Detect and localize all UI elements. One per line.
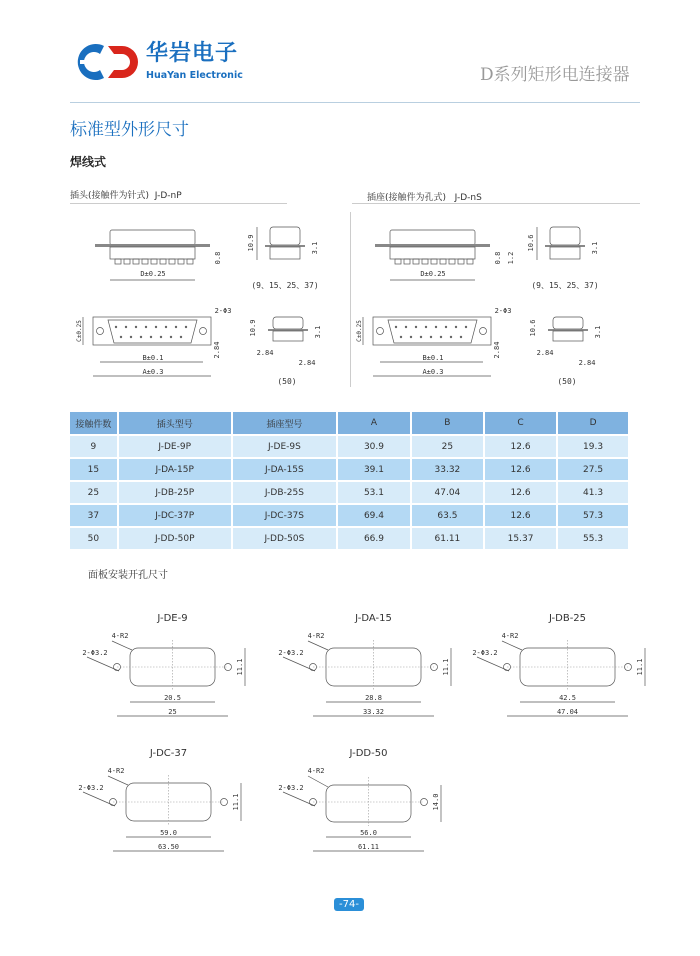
cutout-name: J-DB-25 [548, 613, 587, 624]
dim-b-label: B±0.1 [142, 354, 164, 362]
end-view-body-50 [273, 331, 303, 341]
height-label: 14.0 [432, 793, 440, 811]
dim-height-label: 10.6 [527, 234, 535, 252]
table-row [70, 481, 629, 504]
column-header: A [337, 412, 411, 435]
height-label: 11.1 [236, 658, 244, 676]
leader-line [83, 792, 115, 806]
column-header: C [484, 412, 557, 435]
hole-spacing-label: 33.32 [362, 708, 385, 716]
table-cell: 12.6 [484, 435, 557, 458]
section-title: 标准型外形尺寸 [70, 120, 189, 140]
contact [115, 326, 117, 328]
connector-shell-side [390, 230, 475, 245]
table-row [70, 504, 629, 527]
end-view-body [270, 247, 300, 259]
corner-radius-label: 4-R2 [307, 632, 325, 640]
contact [130, 336, 132, 338]
leader-line [87, 657, 119, 671]
solder-cup [124, 259, 130, 264]
contact [140, 336, 142, 338]
contact [165, 326, 167, 328]
contact [395, 326, 397, 328]
contact [170, 336, 172, 338]
panel-cutout-drawing [462, 605, 662, 723]
column-header: 接触件数 [70, 412, 118, 435]
cutout-name: J-DC-37 [149, 748, 188, 759]
solder-cup [440, 259, 446, 264]
logo-english-name: HuaYan Electronic [146, 70, 243, 81]
height-label: 11.1 [636, 658, 644, 676]
table-cell: 33.32 [411, 458, 484, 481]
socket-drawing [355, 210, 635, 390]
leader-line [283, 657, 315, 671]
plug-underline [70, 203, 287, 204]
dim-pitch-a-label: 2.84 [256, 349, 274, 357]
table-cell: 69.4 [337, 504, 411, 527]
table-cell: 30.9 [337, 435, 411, 458]
dim-height2-label: 3.1 [591, 241, 599, 255]
table-cell: 63.5 [411, 504, 484, 527]
logo-chinese-name: 华岩电子 [146, 41, 239, 66]
solder-cup [422, 259, 428, 264]
dim-pitch-label: 2.84 [493, 341, 501, 359]
solder-cup [160, 259, 166, 264]
table-cell: 50 [70, 527, 118, 550]
inner-width-label: 59.0 [160, 829, 177, 837]
end-view-body-50 [553, 331, 583, 341]
end-view-shell-50 [273, 317, 303, 329]
table-cell: 12.6 [484, 458, 557, 481]
height-label: 11.1 [232, 793, 240, 811]
front-view-shell [388, 320, 477, 343]
dim-hole-label: 2-Φ3 [494, 307, 512, 315]
socket-model: J-D-nS [454, 193, 482, 203]
solder-cup [187, 259, 193, 264]
inner-width-label: 56.0 [360, 829, 377, 837]
plug-type-label: 插头(接触件为针式) [70, 191, 150, 201]
plug-drawing [75, 210, 350, 390]
table-cell: J-DC-37P [118, 504, 232, 527]
dim-c-label: C±0.25 [76, 320, 83, 342]
table-cell: J-DD-50S [232, 527, 337, 550]
column-header: D [557, 412, 629, 435]
contact [125, 326, 127, 328]
inner-width-label: 42.5 [559, 694, 576, 702]
table-cell: 41.3 [557, 481, 629, 504]
panel-cutout-title: 面板安装开孔尺寸 [88, 570, 168, 581]
column-header: 插座型号 [232, 412, 337, 435]
flange [375, 244, 490, 247]
cutout-name: J-DD-50 [349, 748, 388, 759]
solder-cup [413, 259, 419, 264]
contact [135, 326, 137, 328]
table-row [70, 527, 629, 550]
table-cell: 39.1 [337, 458, 411, 481]
contact [435, 326, 437, 328]
dim-thickness-label: 0.8 [214, 251, 222, 265]
table-cell: 25 [411, 435, 484, 458]
mounting-hole [200, 328, 207, 335]
table-row [70, 458, 629, 481]
solder-cup [133, 259, 139, 264]
dimension-table [70, 412, 630, 551]
contact [440, 336, 442, 338]
page-number: -74- [334, 898, 364, 911]
solder-cup [449, 259, 455, 264]
connector-shell-side [110, 230, 195, 245]
leader-line [308, 641, 328, 650]
huayan-logo-icon [70, 42, 140, 82]
contact [150, 336, 152, 338]
dim-c-label: C±0.25 [356, 320, 363, 342]
caption-50: (50) [557, 377, 577, 386]
table-cell: 19.3 [557, 435, 629, 458]
dim-height50b-label: 3.1 [594, 325, 602, 339]
end-view-shell [270, 227, 300, 245]
dim-height50-label: 10.6 [529, 319, 537, 337]
solder-cup [151, 259, 157, 264]
dim-a-label: A±0.3 [422, 368, 444, 376]
solder-cup [178, 259, 184, 264]
solder-cup [467, 259, 473, 264]
hole-diameter-label: 2-Φ3.2 [78, 784, 104, 792]
table-cell: 66.9 [337, 527, 411, 550]
column-divider [350, 212, 351, 387]
end-view-shell-50 [553, 317, 583, 329]
dim-pitch-a-label: 2.84 [536, 349, 554, 357]
hole-diameter-label: 2-Φ3.2 [278, 649, 304, 657]
solder-cup [142, 259, 148, 264]
contact [425, 326, 427, 328]
dim-d-label: D±0.25 [420, 270, 446, 278]
hole-spacing-label: 61.11 [357, 843, 380, 851]
corner-radius-label: 4-R2 [307, 767, 325, 775]
inner-width-label: 20.5 [164, 694, 181, 702]
inner-width-label: 28.8 [365, 694, 382, 702]
contact [405, 326, 407, 328]
leader-line [502, 641, 522, 650]
table-cell: 37 [70, 504, 118, 527]
table-cell: J-DE-9S [232, 435, 337, 458]
panel-cutout-drawing [72, 605, 272, 723]
subsection-title: 焊线式 [70, 155, 107, 169]
socket-type-label: 插座(接触件为孔式) [367, 193, 447, 203]
panel-cutout-drawing [268, 740, 468, 858]
hole-diameter-label: 2-Φ3.2 [472, 649, 498, 657]
contact [185, 326, 187, 328]
contact [120, 336, 122, 338]
contact [180, 336, 182, 338]
dim-b-label: B±0.1 [422, 354, 444, 362]
panel-cutout-drawing [68, 740, 268, 858]
contact [460, 336, 462, 338]
table-cell: J-DC-37S [232, 504, 337, 527]
plug-model: J-D-nP [154, 191, 182, 201]
leader-line [308, 776, 328, 787]
contact [465, 326, 467, 328]
table-cell: 25 [70, 481, 118, 504]
hole-spacing-label: 47.04 [556, 708, 579, 716]
series-title: D系列矩形电连接器 [480, 65, 630, 85]
corner-radius-label: 4-R2 [107, 767, 125, 775]
contact [155, 326, 157, 328]
contact [455, 326, 457, 328]
hole-spacing-label: 25 [168, 708, 177, 716]
panel-cutout-drawing [268, 605, 468, 723]
table-cell: 15 [70, 458, 118, 481]
connector-body-side [390, 247, 475, 259]
table-header-row [70, 412, 629, 435]
caption-9-37: (9、15、25、37) [531, 281, 599, 290]
dim-hole-label: 2-Φ3 [214, 307, 232, 315]
table-cell: 12.6 [484, 504, 557, 527]
table-cell: 61.11 [411, 527, 484, 550]
cutout-name: J-DE-9 [157, 613, 188, 624]
table-cell: 55.3 [557, 527, 629, 550]
socket-underline [352, 203, 640, 204]
leader-line [108, 776, 128, 785]
dim-pitch-b-label: 2.84 [578, 359, 596, 367]
dim-pitch-b-label: 2.84 [298, 359, 316, 367]
mounting-hole [97, 328, 104, 335]
dim-height50-label: 10.9 [249, 319, 257, 337]
flange [95, 244, 210, 247]
contact [450, 336, 452, 338]
plug-label [70, 188, 182, 201]
contact [400, 336, 402, 338]
table-cell: J-DB-25S [232, 481, 337, 504]
table-cell: J-DA-15S [232, 458, 337, 481]
dim-d-label: D±0.25 [140, 270, 166, 278]
contact [145, 326, 147, 328]
caption-9-37: (9、15、25、37) [251, 281, 319, 290]
table-cell: 47.04 [411, 481, 484, 504]
contact [410, 336, 412, 338]
end-view-shell [550, 227, 580, 245]
contact [420, 336, 422, 338]
table-cell: 57.3 [557, 504, 629, 527]
contact [430, 336, 432, 338]
table-cell: 27.5 [557, 458, 629, 481]
solder-cup [395, 259, 401, 264]
dim-height2-label: 3.1 [311, 241, 319, 255]
solder-cup [115, 259, 121, 264]
leader-line [477, 657, 509, 671]
connector-body-side [110, 247, 195, 259]
table-cell: 53.1 [337, 481, 411, 504]
dim-thickness2-label: 1.2 [507, 251, 515, 265]
column-header: B [411, 412, 484, 435]
table-row [70, 435, 629, 458]
mounting-hole [377, 328, 384, 335]
dim-thickness-label: 0.8 [494, 251, 502, 265]
contact [175, 326, 177, 328]
dim-pitch-label: 2.84 [213, 341, 221, 359]
corner-radius-label: 4-R2 [501, 632, 519, 640]
dim-height50b-label: 3.1 [314, 325, 322, 339]
solder-cup [458, 259, 464, 264]
corner-radius-label: 4-R2 [111, 632, 129, 640]
table-cell: J-DD-50P [118, 527, 232, 550]
table-cell: J-DA-15P [118, 458, 232, 481]
front-view-shell [108, 320, 197, 343]
end-view-body [550, 247, 580, 259]
table-cell: 9 [70, 435, 118, 458]
hole-spacing-label: 63.50 [157, 843, 180, 851]
contact [445, 326, 447, 328]
caption-50: (50) [277, 377, 297, 386]
mounting-hole [480, 328, 487, 335]
solder-cup [169, 259, 175, 264]
solder-cup [404, 259, 410, 264]
height-label: 11.1 [442, 658, 450, 676]
table-cell: 12.6 [484, 481, 557, 504]
socket-label [367, 190, 482, 203]
contact [160, 336, 162, 338]
dim-a-label: A±0.3 [142, 368, 164, 376]
cutout-name: J-DA-15 [355, 613, 392, 624]
table-cell: 15.37 [484, 527, 557, 550]
table-cell: J-DB-25P [118, 481, 232, 504]
table-cell: J-DE-9P [118, 435, 232, 458]
column-header: 插头型号 [118, 412, 232, 435]
leader-line [112, 641, 132, 650]
hole-diameter-label: 2-Φ3.2 [82, 649, 108, 657]
leader-line [283, 792, 315, 806]
hole-diameter-label: 2-Φ3.2 [278, 784, 304, 792]
contact [415, 326, 417, 328]
header-divider [70, 102, 640, 103]
solder-cup [431, 259, 437, 264]
dim-height-label: 10.9 [247, 234, 255, 252]
